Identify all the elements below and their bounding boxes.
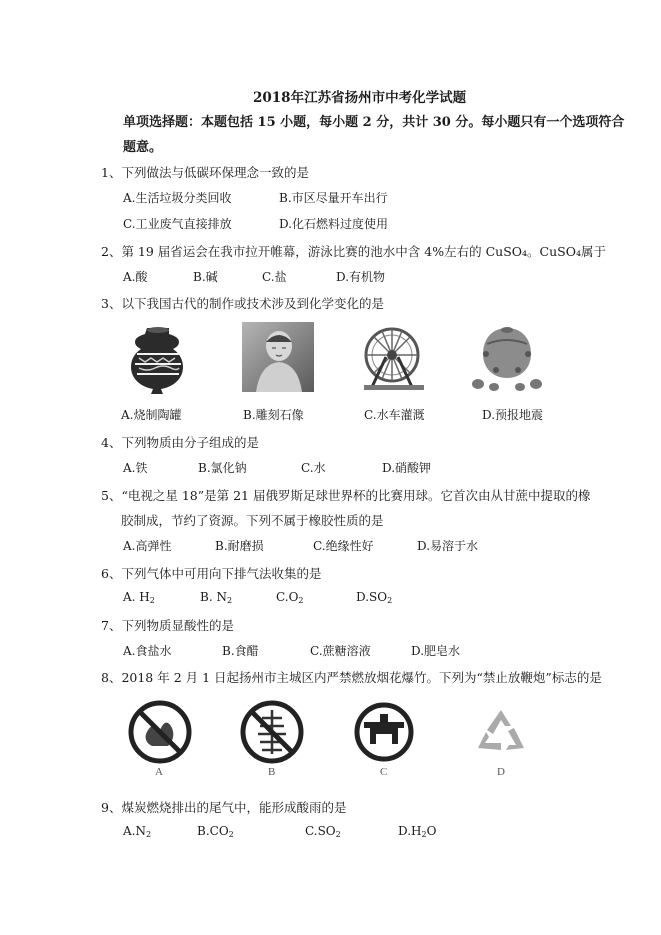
question-3-stem: 3、以下我国古代的制作或技术涉及到化学变化的是 [101, 296, 384, 311]
question-6-stem: 6、下列气体中可用向下排气法收集的是 [101, 566, 322, 581]
q8-sign-label-a: A [155, 766, 163, 778]
q4-option-a: A.铁 [123, 461, 148, 475]
q1-option-a: A.生活垃圾分类回收 [123, 191, 232, 205]
q9-option-a: $A.N_2$ [123, 824, 152, 839]
q1-option-c: C.工业废气直接排放 [123, 217, 232, 231]
q2-option-b: B.碱 [193, 270, 218, 284]
question-5-stem: 5、“电视之星 18”是第 21 届俄罗斯足球世界杯的比赛用球。它首次由从甘蔗中提取的橡 [101, 488, 591, 503]
q9-option-d: $D.H_2O$ [398, 824, 437, 839]
q4-option-d: D.硝酸钾 [382, 461, 432, 475]
q3-option-c: C.水车灌溉 [364, 408, 425, 422]
q5-option-d: D.易溶于水 [417, 539, 479, 553]
q5-option-a: A.高弹性 [123, 539, 172, 553]
q7-option-a: A.食盐水 [123, 644, 172, 658]
stone-statue-image [242, 322, 314, 392]
no-smoking-fire-sign-icon [126, 698, 194, 766]
q3-option-d: D.预报地震 [482, 408, 544, 422]
q6-option-c: $C.O_2$ [276, 590, 304, 605]
q4-option-c: C.水 [301, 461, 326, 475]
q6-option-d: $D.SO_2$ [356, 590, 393, 605]
seismoscope-image [470, 324, 544, 392]
question-4-stem: 4、下列物质由分子组成的是 [101, 435, 259, 450]
q8-sign-label-d: D [497, 766, 505, 778]
q2-option-d: D.有机物 [336, 270, 386, 284]
q6-option-b: B. $N_2$ [200, 590, 233, 605]
q5-option-c: C.绝缘性好 [313, 539, 374, 553]
q6-option-a: A. $H_2$ [123, 590, 155, 605]
page-title: 2018年江苏省扬州市中考化学试题 [253, 90, 467, 106]
q4-option-b: B.氯化钠 [198, 461, 247, 475]
q8-sign-label-b: B [268, 766, 276, 778]
question-5-stem-line-2: 胶制成，节约了资源。下列不属于橡胶性质的是 [121, 513, 384, 528]
q3-option-b: B.雕刻石像 [243, 408, 304, 422]
question-1-stem: 1、下列做法与低碳环保理念一致的是 [101, 165, 309, 180]
question-8-stem: 8、2018 年 2 月 1 日起扬州市主城区内严禁燃放烟花爆竹。下列为“禁止放鞭炮”标志的是 [101, 670, 602, 685]
no-firecrackers-sign-icon [238, 698, 306, 766]
q2-option-c: C.盐 [262, 270, 287, 284]
instruction-line-2: 题意。 [123, 140, 163, 155]
question-9-stem: 9、煤炭燃烧排出的尾气中，能形成酸雨的是 [101, 800, 347, 815]
q7-option-d: D.肥皂水 [411, 644, 461, 658]
instruction-line-1: 单项选择题：本题包括 15 小题，每小题 2 分，共计 30 分。每小题只有一个选项符合 [123, 115, 625, 130]
q5-option-b: B.耐磨损 [215, 539, 264, 553]
question-2-stem: 2、第 19 届省运会在我市拉开帷幕，游泳比赛的池水中含 4%左右的 CuSO₄。CuSO₄属于 [101, 244, 606, 259]
question-7-stem: 7、下列物质显酸性的是 [101, 618, 234, 633]
q8-sign-label-c: C [380, 766, 388, 778]
recycle-sign-icon [470, 704, 532, 764]
q7-option-b: B.食醋 [222, 644, 259, 658]
q1-option-b: B.市区尽量开车出行 [279, 191, 388, 205]
q7-option-c: C.蔗糖溶液 [310, 644, 371, 658]
q3-option-a: A.烧制陶罐 [121, 408, 182, 422]
q9-option-b: $B.CO_2$ [197, 824, 234, 839]
waterwheel-image [358, 323, 430, 393]
water-saving-sign-icon [352, 700, 416, 764]
q2-option-a: A.酸 [123, 270, 148, 284]
q1-option-d: D.化石燃料过度使用 [279, 217, 389, 231]
q9-option-c: $C.SO_2$ [305, 824, 341, 839]
pottery-jar-image [123, 324, 193, 394]
